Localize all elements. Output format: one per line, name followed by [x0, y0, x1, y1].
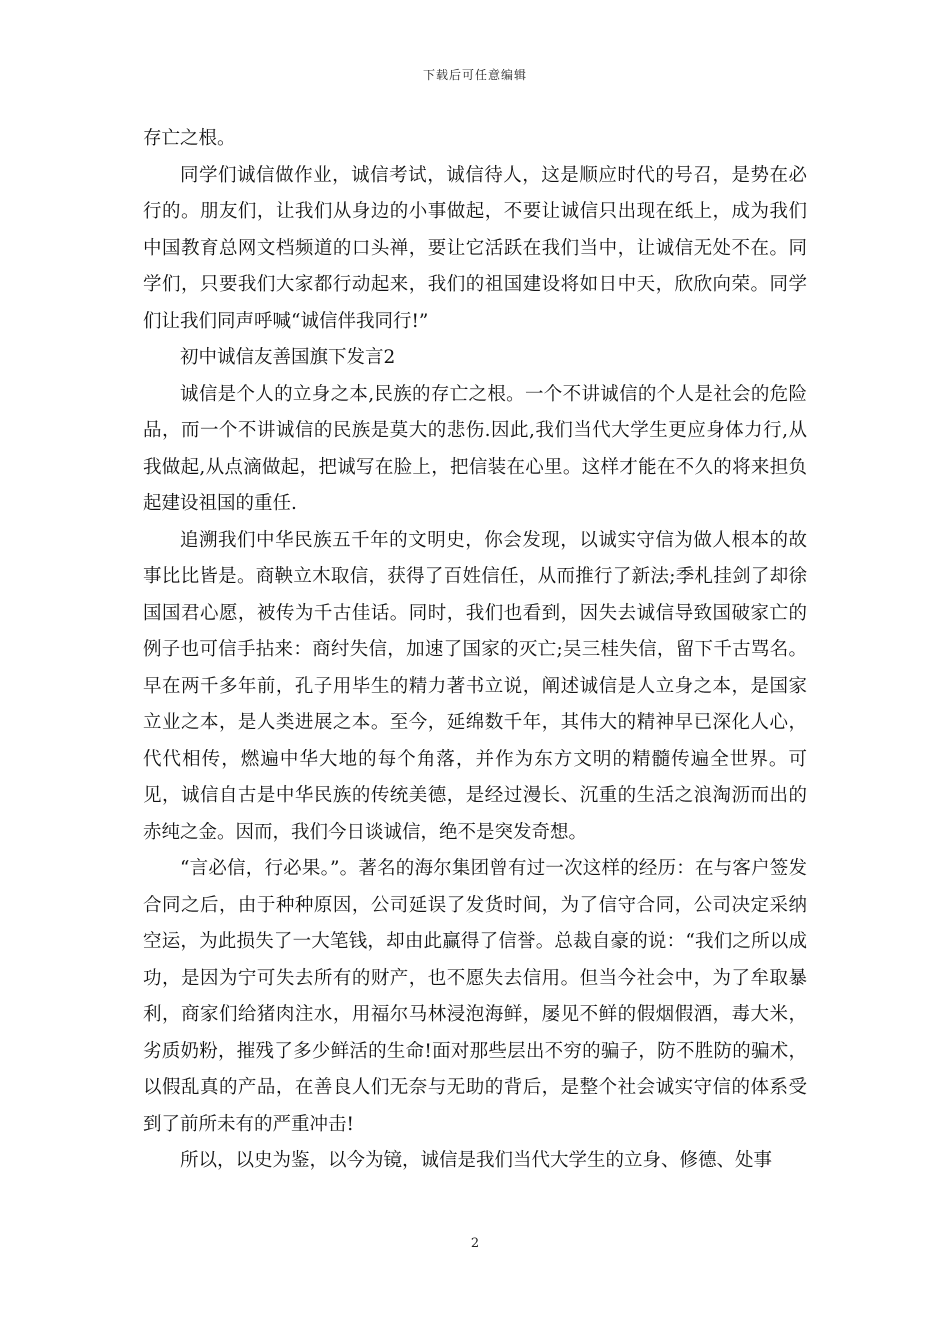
header-note: 下载后可任意编辑: [422, 68, 527, 82]
paragraph-4: 追溯我们中华民族五千年的文明史，你会发现，以诚实守信为做人根本的故事比比皆是。商鞅立木取信，获得了百姓信任，从而推行了新法;季札挂剑了却徐国国君心愿，被传为千古佳话。同时，我们也看到，因失去诚信导致国破家亡的例子也可信手拈来：商纣失信，加速了国家的灭亡;吴三桂失信，留下千古骂名。早在两千多年前，孔子用毕生的精力著书立说，阐述诚信是人立身之本，是国家立业之本，是人类进展之本。至今，延绵数千年，其伟大的精神早已深化人心，代代相传，燃遍中华大地的每个角落，并作为东方文明的精髓传遍全世界。可见，诚信自古是中华民族的传统美德，是经过漫长、沉重的生活之浪淘沥而出的赤纯之金。因而，我们今日谈诚信，绝不是突发奇想。: [143, 529, 807, 843]
section-heading: 初中诚信友善国旗下发言2: [180, 347, 396, 368]
document-body: [143, 121, 807, 1180]
paragraph-5: “言必信，行必果。”。著名的海尔集团曾有过一次这样的经历：在与客户签发合同之后，由于种种原因，公司延误了发货时间，为了信守合同，公司决定采纳空运，为此损失了一大笔钱，却由此赢得了信誉。总裁自豪的说：“我们之所以成功，是因为宁可失去所有的财产，也不愿失去信用。但当今社会中，为了牟取暴利，商家们给猪肉注水，用福尔马林浸泡海鲜，屡见不鲜的假烟假酒，毒大米，劣质奶粉，摧残了多少鲜活的生命!面对那些层出不穷的骗子，防不胜防的骗术，以假乱真的产品，在善良人们无奈与无助的背后，是整个社会诚实守信的体系受到了前所未有的严重冲击!: [143, 858, 807, 1135]
paragraph-3: 诚信是个人的立身之本,民族的存亡之根。一个不讲诚信的个人是社会的危险品，而一个不讲诚信的民族是莫大的悲伤.因此,我们当代大学生更应身体力行,从我做起,从点滴做起，把诚写在脸上，把信装在心里。这样才能在不久的将来担负起建设祖国的重任.: [143, 383, 807, 514]
page-footer: [0, 1236, 950, 1251]
page-number: 2: [470, 1236, 480, 1251]
paragraph-1: 存亡之根。: [143, 128, 236, 149]
paragraph-6: 所以，以史为鉴，以今为镜，诚信是我们当代大学生的立身、修德、处事: [180, 1150, 773, 1171]
paragraph-2: 同学们诚信做作业，诚信考试，诚信待人，这是顺应时代的号召，是势在必行的。朋友们，让我们从身边的小事做起，不要让诚信只出现在纸上，成为我们中国教育总网文档频道的口头禅，要让它活跃在我们当中，让诚信无处不在。同学们，只要我们大家都行动起来，我们的祖国建设将如日中天，欣欣向荣。同学们让我们同声呼喊“诚信伴我同行!”: [143, 164, 807, 332]
page-header: [0, 66, 950, 83]
